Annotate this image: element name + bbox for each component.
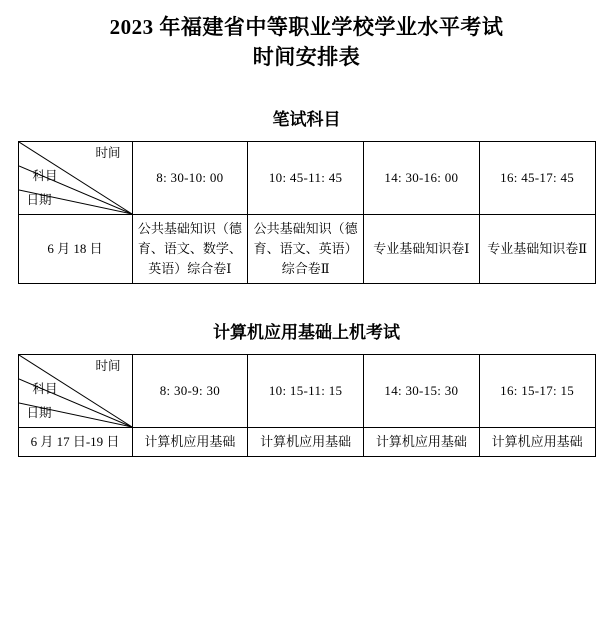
time-slot-3: 14: 30-16: 00 <box>364 142 480 215</box>
corner-label-subject: 科目 <box>32 382 58 396</box>
time-slot-4: 16: 15-17: 15 <box>479 355 595 428</box>
subject-cell-4: 计算机应用基础 <box>479 428 595 457</box>
exam-date: 6 月 18 日 <box>18 215 132 284</box>
document-page <box>0 12 613 636</box>
subject-cell-1: 计算机应用基础 <box>132 428 248 457</box>
corner-header-cell <box>18 142 132 215</box>
computer-exam-table <box>18 354 596 457</box>
subject-cell-3: 专业基础知识卷Ⅰ <box>364 215 480 284</box>
exam-date: 6 月 17 日-19 日 <box>18 428 132 457</box>
corner-label-time: 时间 <box>95 359 121 373</box>
time-slot-2: 10: 45-11: 45 <box>248 142 364 215</box>
subject-cell-2: 公共基础知识（德育、语文、英语）综合卷Ⅱ <box>248 215 364 284</box>
time-slot-1: 8: 30-10: 00 <box>132 142 248 215</box>
table-row <box>18 215 595 284</box>
subject-cell-4: 专业基础知识卷Ⅱ <box>479 215 595 284</box>
subject-cell-2: 计算机应用基础 <box>248 428 364 457</box>
corner-label-time: 时间 <box>95 146 121 160</box>
table-row <box>18 428 595 457</box>
time-slot-2: 10: 15-11: 15 <box>248 355 364 428</box>
corner-header-cell <box>18 355 132 428</box>
time-slot-3: 14: 30-15: 30 <box>364 355 480 428</box>
corner-label-subject: 科目 <box>32 169 58 183</box>
section-spacer <box>0 284 613 322</box>
table-row-header <box>18 142 595 215</box>
time-slot-4: 16: 45-17: 45 <box>479 142 595 215</box>
table-row-header <box>18 355 595 428</box>
subject-cell-1: 公共基础知识（德育、语文、数学、英语）综合卷Ⅰ <box>132 215 248 284</box>
time-slot-1: 8: 30-9: 30 <box>132 355 248 428</box>
section-heading-written-exam: 笔试科目 <box>272 110 341 129</box>
page-title <box>0 12 613 72</box>
section-heading-computer-exam: 计算机应用基础上机考试 <box>213 323 400 342</box>
corner-label-date: 日期 <box>26 193 52 207</box>
page-title-line-1: 2023 年福建省中等职业学校学业水平考试 <box>109 15 504 39</box>
subject-cell-3: 计算机应用基础 <box>364 428 480 457</box>
corner-label-date: 日期 <box>26 406 52 420</box>
written-exam-table <box>18 141 596 284</box>
page-title-line-2: 时间安排表 <box>252 45 361 69</box>
